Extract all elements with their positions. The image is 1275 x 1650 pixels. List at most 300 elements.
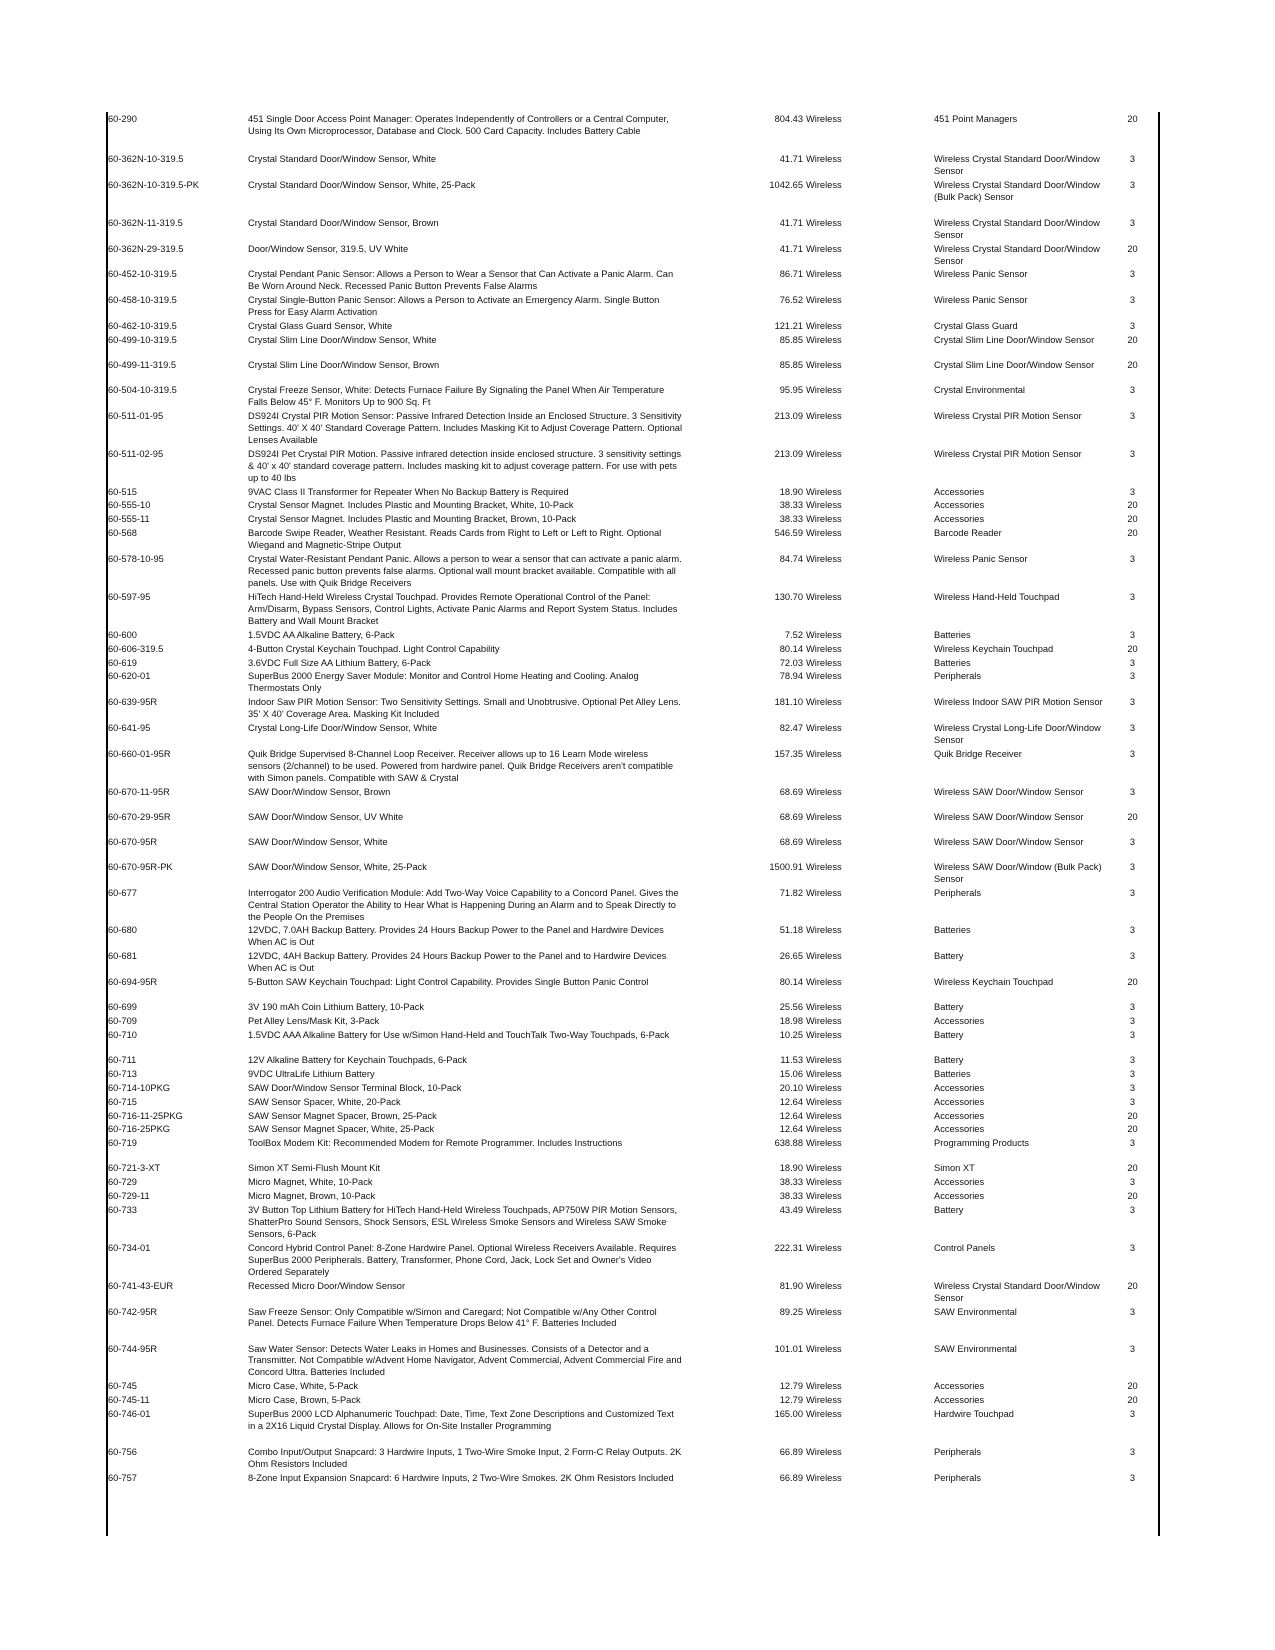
type-cell: Wireless: [806, 1472, 842, 1483]
category-cell: Accessories: [934, 1177, 985, 1188]
sku-cell: 60-680: [108, 925, 137, 936]
price-cell: 95.95: [779, 384, 803, 395]
price-cell: 101.01: [774, 1343, 803, 1354]
quantity-cell: 20: [1127, 1124, 1138, 1135]
sku-cell: 60-713: [108, 1068, 137, 1079]
quantity-cell: 3: [1129, 554, 1136, 565]
table-row: [108, 449, 1161, 487]
type-cell: Wireless: [806, 321, 842, 332]
price-cell: 12.64: [779, 1124, 803, 1135]
category-cell: Accessories: [934, 1096, 985, 1107]
category-cell: 451 Point Managers: [934, 114, 1018, 124]
price-cell: 12.64: [779, 1096, 803, 1107]
description-cell: 12VDC, 4AH Backup Battery. Provides 24 Hours Backup Power to the Panel and to Hardwire Devices When AC is Out: [248, 951, 667, 974]
quantity-cell: 20: [1127, 643, 1138, 654]
quantity-cell: 3: [1129, 1472, 1136, 1483]
quantity-cell: 20: [1127, 334, 1138, 345]
type-cell: Wireless: [806, 1177, 842, 1188]
table-row: [108, 787, 1161, 812]
type-cell: Wireless: [806, 114, 842, 124]
quantity-cell: 3: [1129, 786, 1136, 797]
category-cell: Hardwire Touchpad: [934, 1409, 1014, 1420]
category-cell: Wireless Hand-Held Touchpad: [934, 591, 1060, 602]
price-cell: 80.14: [779, 643, 803, 654]
type-cell: Wireless: [806, 1110, 842, 1121]
table-row: [108, 1307, 1161, 1344]
description-cell: 3.6VDC Full Size AA Lithium Battery, 6-Pack: [248, 657, 431, 668]
price-cell: 213.09: [774, 448, 803, 459]
description-cell: Quik Bridge Supervised 8-Channel Loop Receiver. Receiver allows up to 16 Learn Mode wireless sensors (2/channel) to be used. Powered from hardwire panel. Quik Bridge Receivers aren't compatible with Simon panels. Compatible with SAW & Crystal: [248, 748, 673, 783]
quantity-cell: 3: [1129, 486, 1136, 497]
type-cell: Wireless: [806, 1280, 842, 1291]
description-cell: HiTech Hand-Held Wireless Crystal Touchpad. Provides Remote Operational Control of the Panel: Arm/Disarm, Bypass Sensors, Control Lights, Activate Panic Alarms and Report System Status. Includes Battery and Wall Mount Bracket: [248, 591, 678, 626]
category-cell: Peripherals: [934, 1472, 982, 1483]
type-cell: Wireless: [806, 1163, 842, 1174]
description-cell: SAW Sensor Magnet Spacer, White, 25-Pack: [248, 1124, 435, 1135]
description-cell: DS924I Crystal PIR Motion Sensor: Passive Infrared Detection Inside an Enclosed Structure. 3 Sensitivity Settings. 40' X 40' Standard Coverage Pattern. Includes Masking Kit to Adjust Coverage Pattern. Optional Lenses Available: [248, 410, 683, 445]
price-cell: 638.88: [774, 1138, 803, 1149]
quantity-cell: 3: [1129, 1343, 1136, 1354]
table-row: [108, 218, 1161, 244]
price-cell: 85.85: [779, 334, 803, 345]
price-cell: 80.14: [779, 977, 803, 988]
quantity-cell: 20: [1127, 1163, 1138, 1174]
category-cell: Crystal Slim Line Door/Window Sensor: [934, 334, 1095, 345]
table-row: [108, 1055, 1161, 1069]
category-cell: Wireless Crystal Standard Door/Window Sensor: [934, 1280, 1100, 1303]
category-cell: Programming Products: [934, 1138, 1030, 1149]
category-cell: Batteries: [934, 925, 971, 936]
type-cell: Wireless: [806, 1447, 842, 1458]
price-cell: 72.03: [779, 657, 803, 668]
quantity-cell: 3: [1129, 861, 1136, 872]
table-row: [108, 321, 1161, 335]
category-cell: Wireless Crystal PIR Motion Sensor: [934, 410, 1082, 421]
table-row: [108, 671, 1161, 697]
quantity-cell: 3: [1129, 1054, 1136, 1065]
type-cell: Wireless: [806, 697, 842, 708]
quantity-cell: 3: [1129, 1447, 1136, 1458]
quantity-cell: 20: [1127, 243, 1138, 254]
description-cell: Crystal Long-Life Door/Window Sensor, White: [248, 723, 438, 734]
category-cell: Accessories: [934, 1395, 985, 1406]
price-cell: 11.53: [780, 1054, 803, 1065]
sku-cell: 60-681: [108, 951, 137, 962]
price-cell: 18.98: [779, 1015, 803, 1026]
sku-cell: 60-719: [108, 1138, 137, 1149]
sku-cell: 60-716-25PKG: [108, 1124, 171, 1135]
category-cell: Crystal Environmental: [934, 384, 1025, 395]
sku-cell: 60-362N-11-319.5: [108, 217, 183, 228]
type-cell: Wireless: [806, 528, 842, 539]
type-cell: Wireless: [806, 1002, 842, 1013]
sku-cell: 60-458-10-319.5: [108, 295, 177, 306]
table-row: [108, 1281, 1161, 1307]
sku-cell: 60-597-95: [108, 591, 151, 602]
description-cell: SuperBus 2000 Energy Saver Module: Monitor and Control Home Heating and Cooling. Analog Thermostats Only: [248, 671, 639, 694]
table-row: [108, 1016, 1161, 1030]
description-cell: Crystal Sensor Magnet. Includes Plastic and Mounting Bracket, White, 10-Pack: [248, 500, 574, 511]
category-cell: Accessories: [934, 1015, 985, 1026]
description-cell: Micro Case, White, 5-Pack: [248, 1381, 359, 1392]
quantity-cell: 3: [1129, 1138, 1136, 1149]
category-cell: Battery: [934, 1054, 964, 1065]
type-cell: Wireless: [806, 514, 842, 525]
type-cell: Wireless: [806, 786, 842, 797]
quantity-cell: 3: [1129, 697, 1136, 708]
table-row: [108, 500, 1161, 514]
quantity-cell: 3: [1129, 1002, 1136, 1013]
sku-cell: 60-555-10: [108, 500, 151, 511]
type-cell: Wireless: [806, 748, 842, 759]
quantity-cell: 3: [1129, 1082, 1136, 1093]
table-row: [108, 630, 1161, 644]
price-cell: 804.43: [774, 114, 803, 124]
sku-cell: 60-362N-10-319.5: [108, 154, 184, 164]
type-cell: Wireless: [806, 1243, 842, 1254]
sku-cell: 60-715: [108, 1096, 137, 1107]
category-cell: Accessories: [934, 1124, 985, 1135]
category-cell: Wireless Keychain Touchpad: [934, 977, 1054, 988]
description-cell: Micro Magnet, Brown, 10-Pack: [248, 1191, 376, 1202]
category-cell: Quik Bridge Receiver: [934, 748, 1022, 759]
description-cell: Simon XT Semi-Flush Mount Kit: [248, 1163, 381, 1174]
type-cell: Wireless: [806, 1096, 842, 1107]
quantity-cell: 20: [1127, 811, 1138, 822]
sku-cell: 60-746-01: [108, 1409, 151, 1420]
table-row: [108, 1243, 1161, 1281]
quantity-cell: 3: [1129, 1306, 1136, 1317]
price-cell: 222.31: [774, 1243, 803, 1254]
quantity-cell: 3: [1129, 448, 1136, 459]
price-cell: 157.35: [774, 748, 803, 759]
category-cell: Simon XT: [934, 1163, 975, 1174]
description-cell: Crystal Single-Button Panic Sensor: Allows a Person to Activate an Emergency Alarm. Single Button Press for Easy Alarm Activation: [248, 295, 660, 318]
description-cell: Crystal Slim Line Door/Window Sensor, White: [248, 334, 437, 345]
category-cell: Accessories: [934, 1191, 985, 1202]
category-cell: Accessories: [934, 500, 985, 511]
category-cell: SAW Environmental: [934, 1343, 1017, 1354]
description-cell: Crystal Glass Guard Sensor, White: [248, 321, 393, 332]
sku-cell: 60-716-11-25PKG: [108, 1110, 183, 1121]
type-cell: Wireless: [806, 977, 842, 988]
category-cell: Wireless SAW Door/Window Sensor: [934, 786, 1084, 797]
sku-cell: 60-511-02-95: [108, 448, 164, 459]
quantity-cell: 3: [1129, 657, 1136, 668]
type-cell: Wireless: [806, 811, 842, 822]
quantity-cell: 20: [1127, 1110, 1138, 1121]
quantity-cell: 3: [1129, 217, 1136, 228]
price-cell: 43.49: [779, 1205, 803, 1216]
sku-cell: 60-677: [108, 887, 137, 898]
price-cell: 546.59: [774, 528, 803, 539]
table-row: [108, 1030, 1161, 1055]
quantity-cell: 20: [1127, 114, 1138, 124]
type-cell: Wireless: [806, 554, 842, 565]
table-row: [108, 335, 1161, 360]
type-cell: Wireless: [806, 951, 842, 962]
sku-cell: 60-499-10-319.5: [108, 334, 177, 345]
price-cell: 41.71: [779, 243, 803, 254]
description-cell: SuperBus 2000 LCD Alphanumeric Touchpad: Date, Time, Text Zone Descriptions and Customized Text in a 2X16 Liquid Crystal Display. Allows for On-Site Installer Programming: [248, 1409, 674, 1431]
price-cell: 78.94: [779, 671, 803, 682]
sku-cell: 60-670-95R-PK: [108, 861, 173, 872]
category-cell: Wireless Crystal Standard Door/Window Sensor: [934, 154, 1100, 176]
quantity-cell: 3: [1129, 629, 1136, 640]
category-cell: Peripherals: [934, 671, 982, 682]
description-cell: 5-Button SAW Keychain Touchpad: Light Control Capability. Provides Single Button Panic Control: [248, 977, 649, 988]
quantity-cell: 3: [1129, 1177, 1136, 1188]
price-cell: 7.52: [784, 629, 803, 640]
description-cell: Door/Window Sensor, 319.5, UV White: [248, 243, 409, 254]
type-cell: Wireless: [806, 1343, 842, 1354]
sku-cell: 60-362N-29-319.5: [108, 243, 184, 254]
quantity-cell: 3: [1129, 748, 1136, 759]
sku-cell: 60-757: [108, 1472, 137, 1483]
quantity-cell: 3: [1129, 321, 1136, 332]
type-cell: Wireless: [806, 1082, 842, 1093]
quantity-cell: 3: [1129, 951, 1136, 962]
price-cell: 165.00: [774, 1409, 803, 1420]
quantity-cell: 3: [1129, 1015, 1136, 1026]
type-cell: Wireless: [806, 334, 842, 345]
description-cell: Interrogator 200 Audio Verification Module: Add Two-Way Voice Capability to a Concord Panel. Gives the Central Station Operator the Ability to Hear What is Happening During an Alarm and to Speak Directly to the People On the Premises: [248, 887, 679, 922]
sku-cell: 60-745: [108, 1381, 137, 1392]
category-cell: Accessories: [934, 1110, 985, 1121]
type-cell: Wireless: [806, 723, 842, 734]
description-cell: Crystal Standard Door/Window Sensor, White, 25-Pack: [248, 179, 476, 190]
table-row: [108, 951, 1161, 977]
table-row: [108, 154, 1161, 180]
sku-cell: 60-729: [108, 1177, 137, 1188]
price-cell: 66.89: [779, 1472, 803, 1483]
sku-cell: 60-515: [108, 486, 137, 497]
table-row: [108, 658, 1161, 672]
type-cell: Wireless: [806, 269, 842, 280]
sku-cell: 60-721-3-XT: [108, 1163, 161, 1174]
category-cell: Battery: [934, 1002, 964, 1013]
table-row: [108, 411, 1161, 449]
type-cell: Wireless: [806, 1124, 842, 1135]
quantity-cell: 3: [1129, 887, 1136, 898]
category-cell: Accessories: [934, 514, 985, 525]
quantity-cell: 20: [1127, 1191, 1138, 1202]
quantity-cell: 20: [1127, 1280, 1138, 1291]
table-row: [108, 888, 1161, 926]
sku-cell: 60-710: [108, 1029, 137, 1040]
sku-cell: 60-670-95R: [108, 836, 158, 847]
table-row: [108, 269, 1161, 295]
category-cell: Wireless Panic Sensor: [934, 269, 1028, 280]
type-cell: Wireless: [806, 591, 842, 602]
price-cell: 41.71: [779, 154, 803, 164]
description-cell: Recessed Micro Door/Window Sensor: [248, 1280, 406, 1291]
type-cell: Wireless: [806, 1409, 842, 1420]
sku-cell: 60-660-01-95R: [108, 748, 171, 759]
price-cell: 121.21: [774, 321, 803, 332]
price-cell: 71.82: [779, 887, 803, 898]
description-cell: Crystal Standard Door/Window Sensor, Brown: [248, 217, 439, 228]
description-cell: 12VDC, 7.0AH Backup Battery. Provides 24 Hours Backup Power to the Panel and Hardwire Devices When AC is Out: [248, 925, 664, 948]
type-cell: Wireless: [806, 410, 842, 421]
price-cell: 20.10: [779, 1082, 803, 1093]
sku-cell: 60-756: [108, 1447, 137, 1458]
table-row: [108, 514, 1161, 528]
category-cell: Accessories: [934, 1381, 985, 1392]
table-row: [108, 1344, 1161, 1382]
type-cell: Wireless: [806, 1015, 842, 1026]
sku-cell: 60-639-95R: [108, 697, 158, 708]
category-cell: Batteries: [934, 1068, 971, 1079]
price-cell: 41.71: [779, 217, 803, 228]
table-row: [108, 1381, 1161, 1395]
table-row: [108, 295, 1161, 321]
table-row: [108, 1163, 1161, 1177]
type-cell: Wireless: [806, 1054, 842, 1065]
sku-cell: 60-733: [108, 1205, 137, 1216]
type-cell: Wireless: [806, 448, 842, 459]
category-cell: Accessories: [934, 1082, 985, 1093]
type-cell: Wireless: [806, 359, 842, 370]
description-cell: Saw Freeze Sensor: Only Compatible w/Simon and Caregard; Not Compatible w/Any Other Control Panel. Detects Furnace Failure When Temperature Drops Below 41° F. Batteries Included: [248, 1306, 657, 1329]
table-row: [108, 925, 1161, 951]
price-cell: 1042.65: [769, 179, 803, 190]
price-cell: 76.52: [779, 295, 803, 306]
category-cell: Wireless Crystal Long-Life Door/Window Sensor: [934, 723, 1101, 745]
price-cell: 86.71: [779, 269, 803, 280]
type-cell: Wireless: [806, 629, 842, 640]
description-cell: 1.5VDC AA Alkaline Battery, 6-Pack: [248, 629, 395, 640]
type-cell: Wireless: [806, 243, 842, 254]
table-row: [108, 1447, 1161, 1473]
price-cell: 68.69: [779, 836, 803, 847]
category-cell: Battery: [934, 951, 964, 962]
category-cell: Wireless Crystal PIR Motion Sensor: [934, 448, 1082, 459]
type-cell: Wireless: [806, 836, 842, 847]
type-cell: Wireless: [806, 1138, 842, 1149]
price-cell: 84.74: [779, 554, 803, 565]
sku-cell: 60-741-43-EUR: [108, 1280, 174, 1291]
sku-cell: 60-670-11-95R: [108, 786, 170, 797]
category-cell: Batteries: [934, 657, 971, 668]
description-cell: Pet Alley Lens/Mask Kit, 3-Pack: [248, 1015, 380, 1026]
type-cell: Wireless: [806, 925, 842, 936]
type-cell: Wireless: [806, 1395, 842, 1406]
price-cell: 12.79: [779, 1395, 803, 1406]
description-cell: 3V 190 mAh Coin Lithium Battery, 10-Pack: [248, 1002, 425, 1013]
description-cell: Indoor Saw PIR Motion Sensor: Two Sensitivity Settings. Small and Unobtrusive. Optional Pet Alley Lens. 35' X 40' Coverage Area. Masking Kit Included: [248, 697, 681, 720]
description-cell: DS924I Pet Crystal PIR Motion. Passive infrared detection inside enclosed structure. 3 sensitivity settings & 40' x 40' standard coverage pattern. Includes masking kit to adjust coverage pattern. For use with pets up to 40 lbs: [248, 448, 682, 483]
sku-cell: 60-362N-10-319.5-PK: [108, 179, 199, 190]
description-cell: SAW Sensor Magnet Spacer, Brown, 25-Pack: [248, 1110, 437, 1121]
description-cell: SAW Sensor Spacer, White, 20-Pack: [248, 1096, 401, 1107]
price-cell: 89.25: [779, 1306, 803, 1317]
description-cell: Concord Hybrid Control Panel: 8-Zone Hardwire Panel. Optional Wireless Receivers Available. Requires SuperBus 2000 Peripherals. Battery, Transformer, Phone Cord, Jack, Lock Set and Owner's Video Ordered Separately: [248, 1243, 677, 1277]
price-cell: 12.79: [779, 1381, 803, 1392]
price-cell: 68.69: [779, 811, 803, 822]
table-row: [108, 180, 1161, 218]
table-row: [108, 1177, 1161, 1191]
description-cell: Micro Magnet, White, 10-Pack: [248, 1177, 373, 1188]
sku-cell: 60-600: [108, 629, 137, 640]
quantity-cell: 3: [1129, 1029, 1136, 1040]
sku-cell: 60-620-01: [108, 671, 151, 682]
table-row: [108, 1002, 1161, 1016]
category-cell: Batteries: [934, 629, 971, 640]
category-cell: Barcode Reader: [934, 528, 1002, 539]
sku-cell: 60-606-319.5: [108, 643, 164, 654]
table-row: [108, 1191, 1161, 1205]
type-cell: Wireless: [806, 861, 842, 872]
type-cell: Wireless: [806, 887, 842, 898]
quantity-cell: 3: [1129, 591, 1136, 602]
table-row: [108, 1395, 1161, 1409]
description-cell: Saw Water Sensor: Detects Water Leaks in Homes and Businesses. Consists of a Detector and a Transmitter. Not Compatible w/Advent Home Navigator, Advent Commercial, Advent Commercial Fire and Concord Ultra. Batteries Included: [248, 1343, 682, 1378]
price-cell: 130.70: [774, 591, 803, 602]
table-row: [108, 487, 1161, 501]
category-cell: Crystal Glass Guard: [934, 321, 1018, 332]
quantity-cell: 3: [1129, 925, 1136, 936]
description-cell: ToolBox Modem Kit: Recommended Modem for Remote Programmer. Includes Instructions: [248, 1138, 623, 1149]
price-cell: 68.69: [779, 786, 803, 797]
quantity-cell: 3: [1129, 1409, 1136, 1420]
description-cell: 12V Alkaline Battery for Keychain Touchpads, 6-Pack: [248, 1054, 467, 1065]
sku-cell: 60-734-01: [108, 1243, 151, 1254]
category-cell: Wireless Keychain Touchpad: [934, 643, 1054, 654]
type-cell: Wireless: [806, 486, 842, 497]
quantity-cell: 20: [1127, 1395, 1138, 1406]
quantity-cell: 3: [1129, 295, 1136, 306]
type-cell: Wireless: [806, 1306, 842, 1317]
sku-cell: 60-711: [108, 1054, 137, 1065]
description-cell: 1.5VDC AAA Alkaline Battery for Use w/Simon Hand-Held and TouchTalk Two-Way Touchpads, 6-Pack: [248, 1029, 670, 1040]
table-row: [108, 1111, 1161, 1125]
quantity-cell: 3: [1129, 671, 1136, 682]
category-cell: Wireless Crystal Standard Door/Window Sensor: [934, 243, 1100, 266]
sku-cell: 60-511-01-95: [108, 410, 164, 421]
price-cell: 51.18: [779, 925, 803, 936]
category-cell: Peripherals: [934, 1447, 982, 1458]
sku-cell: 60-452-10-319.5: [108, 269, 177, 280]
price-cell: 25.56: [779, 1002, 803, 1013]
sku-cell: 60-619: [108, 657, 137, 668]
sku-cell: 60-504-10-319.5: [108, 384, 177, 395]
quantity-cell: 3: [1129, 1096, 1136, 1107]
table-row: [108, 360, 1161, 385]
quantity-cell: 3: [1129, 836, 1136, 847]
quantity-cell: 20: [1127, 359, 1138, 370]
category-cell: Wireless SAW Door/Window Sensor: [934, 836, 1084, 847]
price-cell: 82.47: [779, 723, 803, 734]
sku-cell: 60-729-11: [108, 1191, 150, 1202]
quantity-cell: 3: [1129, 723, 1136, 734]
sku-cell: 60-714-10PKG: [108, 1082, 171, 1093]
sku-cell: 60-694-95R: [108, 977, 158, 988]
quantity-cell: 3: [1129, 384, 1136, 395]
category-cell: SAW Environmental: [934, 1306, 1017, 1317]
quantity-cell: 20: [1127, 500, 1138, 511]
table-row: [108, 1124, 1161, 1138]
description-cell: Crystal Standard Door/Window Sensor, White: [248, 154, 437, 164]
table-row: [108, 528, 1161, 554]
price-cell: 38.33: [779, 514, 803, 525]
quantity-cell: 3: [1129, 1243, 1136, 1254]
category-cell: Wireless Crystal Standard Door/Window Sensor: [934, 217, 1100, 240]
type-cell: Wireless: [806, 217, 842, 228]
description-cell: 3V Button Top Lithium Battery for HiTech Hand-Held Wireless Touchpads, AP750W PIR Motion Sensors, ShatterPro Sound Sensors, Shock Sensors, ESL Wireless Smoke Sensors and Wireless SAW Smoke Sensors, 6-Pack: [248, 1205, 678, 1239]
sku-cell: 60-499-11-319.5: [108, 359, 177, 370]
price-cell: 81.90: [779, 1280, 803, 1291]
